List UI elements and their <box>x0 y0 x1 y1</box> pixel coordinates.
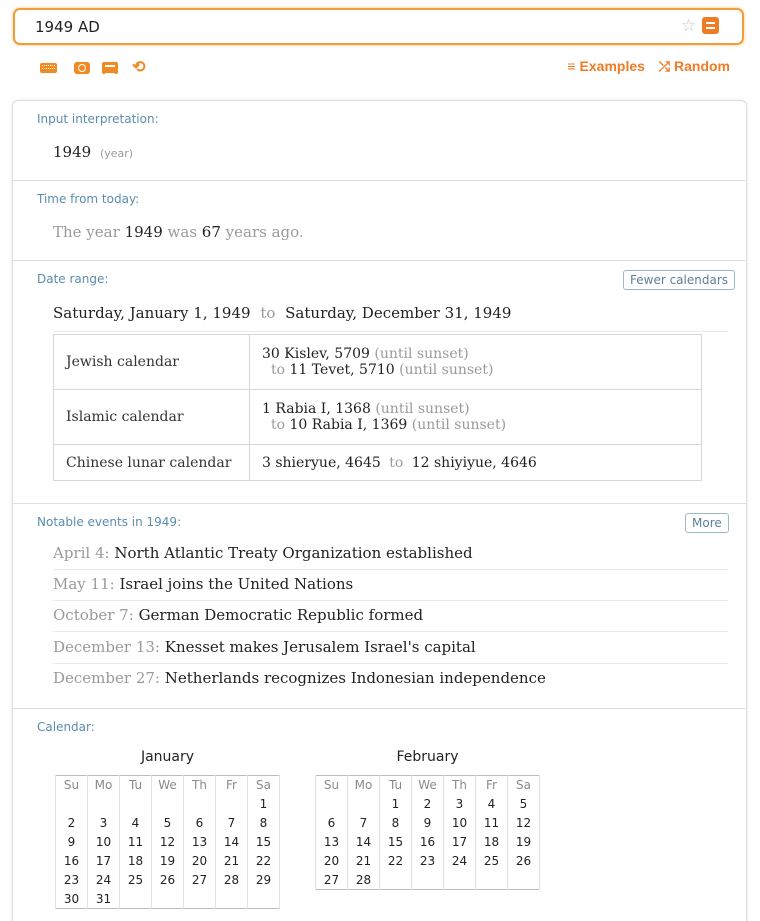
event-date: December 13: <box>53 638 160 656</box>
weekday-header <box>56 776 280 795</box>
event-text: Israel joins the United Nations <box>119 575 354 593</box>
day-cell: 3 <box>88 814 120 833</box>
day-cell <box>248 890 280 909</box>
day-cell: 6 <box>316 814 348 833</box>
day-cell <box>120 890 152 909</box>
weekday-label: Fr <box>216 776 248 795</box>
search-bar[interactable] <box>13 8 744 45</box>
day-cell: 25 <box>120 871 152 890</box>
toolbar <box>40 58 730 78</box>
weekday-label: Th <box>184 776 216 795</box>
day-cell <box>476 871 508 890</box>
examples-label: Examples <box>579 58 645 74</box>
event-text: German Democratic Republic formed <box>138 606 424 624</box>
day-cell: 22 <box>380 852 412 871</box>
date-range-line <box>53 304 728 332</box>
date-range-end: Saturday, December 31, 1949 <box>285 304 512 322</box>
weekday-label: We <box>412 776 444 795</box>
event-text: North Atlantic Treaty Organization established <box>114 544 473 562</box>
day-cell <box>216 890 248 909</box>
day-cell <box>316 795 348 814</box>
day-cell <box>184 890 216 909</box>
day-cell: 11 <box>120 833 152 852</box>
day-cell: 27 <box>184 871 216 890</box>
day-cell: 31 <box>88 890 120 909</box>
week-row <box>56 814 280 833</box>
more-button[interactable]: More <box>685 513 729 533</box>
week-row <box>316 871 540 890</box>
day-cell: 2 <box>412 795 444 814</box>
week-row <box>316 833 540 852</box>
week-row <box>316 795 540 814</box>
calendar-value <box>250 390 702 445</box>
week-row <box>316 852 540 871</box>
weekday-label: Th <box>444 776 476 795</box>
calendar-note: (until sunset) <box>411 417 507 433</box>
day-cell: 18 <box>120 852 152 871</box>
camera-icon[interactable] <box>74 60 91 74</box>
day-cell: 12 <box>508 814 540 833</box>
event-date: December 27: <box>53 669 160 687</box>
day-cell <box>184 795 216 814</box>
day-cell: 21 <box>348 852 380 871</box>
week-row <box>56 795 280 814</box>
toolbar-links <box>567 58 730 75</box>
day-cell: 19 <box>152 852 184 871</box>
day-cell: 14 <box>348 833 380 852</box>
random-icon[interactable]: ⟲ <box>132 59 146 76</box>
day-cell: 12 <box>152 833 184 852</box>
month-grid <box>55 775 280 909</box>
calendar-date-start: 30 Kislev, 5709 <box>262 346 370 362</box>
day-cell <box>380 871 412 890</box>
calendar-conversion-table <box>53 334 702 481</box>
weekday-label: Sa <box>248 776 280 795</box>
list-item <box>53 601 728 632</box>
day-cell: 28 <box>216 871 248 890</box>
time-year: 1949 <box>124 223 163 241</box>
table-row <box>54 335 702 390</box>
pod-title: Notable events in 1949: <box>37 515 182 529</box>
calendar-date-start: 3 shieryue, 4645 <box>262 454 381 471</box>
week-row <box>56 871 280 890</box>
day-cell: 17 <box>444 833 476 852</box>
day-cell: 1 <box>380 795 412 814</box>
weekday-label: Tu <box>120 776 152 795</box>
list-item <box>53 570 728 601</box>
pod-title: Time from today: <box>37 192 140 206</box>
time-post: years ago. <box>225 223 304 241</box>
day-cell: 19 <box>508 833 540 852</box>
day-cell: 24 <box>444 852 476 871</box>
calendar-date-end: 10 Rabia I, 1369 <box>289 417 408 433</box>
list-item <box>53 633 728 664</box>
weekday-label: We <box>152 776 184 795</box>
day-cell <box>120 795 152 814</box>
results-panel <box>12 100 747 921</box>
day-cell <box>56 795 88 814</box>
day-cell <box>152 890 184 909</box>
day-cell <box>88 795 120 814</box>
day-cell: 27 <box>316 871 348 890</box>
pod-notable-events <box>13 504 746 709</box>
week-row <box>56 890 280 909</box>
calendar-date-start: 1 Rabia I, 1368 <box>262 401 371 417</box>
week-row <box>56 833 280 852</box>
interpretation-qualifier: (year) <box>99 147 134 160</box>
star-icon[interactable]: ☆ <box>681 16 697 35</box>
calendar-to: to <box>271 417 286 433</box>
calendar-note: (until sunset) <box>374 346 469 362</box>
month-grid <box>315 775 540 890</box>
day-cell: 7 <box>216 814 248 833</box>
event-date: May 11: <box>53 575 115 593</box>
month-calendar <box>315 749 540 890</box>
pod-date-range <box>13 261 746 504</box>
month-calendar <box>55 749 280 909</box>
weekday-label: Mo <box>348 776 380 795</box>
table-row <box>54 445 702 481</box>
calendar-date-end: 11 Tevet, 5710 <box>289 362 395 378</box>
day-cell <box>508 871 540 890</box>
weekday-label: Sa <box>508 776 540 795</box>
event-date: April 4: <box>53 544 110 562</box>
day-cell: 13 <box>316 833 348 852</box>
table-icon[interactable] <box>102 60 119 74</box>
calendar-label: Islamic calendar <box>54 390 250 445</box>
list-item <box>53 664 728 695</box>
list-item <box>53 539 728 570</box>
date-range-to: to <box>260 304 276 322</box>
day-cell: 20 <box>184 852 216 871</box>
day-cell: 28 <box>348 871 380 890</box>
calendar-to: to <box>389 454 404 471</box>
day-cell: 11 <box>476 814 508 833</box>
day-cell: 14 <box>216 833 248 852</box>
day-cell: 29 <box>248 871 280 890</box>
day-cell: 26 <box>508 852 540 871</box>
fewer-calendars-button[interactable]: Fewer calendars <box>623 270 735 290</box>
day-cell: 4 <box>120 814 152 833</box>
pod-title: Calendar: <box>37 720 95 734</box>
pod-title: Input interpretation: <box>37 112 159 126</box>
calendar-note: (until sunset) <box>375 401 470 417</box>
day-cell: 20 <box>316 852 348 871</box>
calendar-label: Chinese lunar calendar <box>54 445 250 481</box>
day-cell: 9 <box>56 833 88 852</box>
pod-calendar <box>13 709 746 921</box>
day-cell <box>348 795 380 814</box>
calendar-value <box>250 335 702 390</box>
event-date: October 7: <box>53 606 134 624</box>
pod-time-from-today <box>13 181 746 261</box>
examples-link[interactable] <box>567 58 645 74</box>
time-years: 67 <box>201 223 221 241</box>
interpretation-line <box>53 143 133 161</box>
event-text: Knesset makes Jerusalem Israel's capital <box>164 638 476 656</box>
random-label: Random <box>674 58 730 74</box>
month-name: February <box>396 749 459 765</box>
day-cell: 16 <box>412 833 444 852</box>
day-cell: 5 <box>152 814 184 833</box>
day-cell: 18 <box>476 833 508 852</box>
calendar-note: (until sunset) <box>399 362 494 378</box>
day-cell: 22 <box>248 852 280 871</box>
day-cell: 15 <box>380 833 412 852</box>
calendar-to: to <box>271 362 286 378</box>
day-cell: 8 <box>248 814 280 833</box>
table-row <box>54 390 702 445</box>
day-cell: 10 <box>88 833 120 852</box>
week-row <box>316 814 540 833</box>
time-pre: The year <box>53 223 120 241</box>
day-cell: 25 <box>476 852 508 871</box>
pod-input-interpretation <box>13 101 746 181</box>
day-cell: 15 <box>248 833 280 852</box>
day-cell: 6 <box>184 814 216 833</box>
shuffle-icon: ⤮ <box>658 58 670 74</box>
day-cell: 23 <box>56 871 88 890</box>
interpretation-value: 1949 <box>53 143 92 161</box>
day-cell: 7 <box>348 814 380 833</box>
calendar-date-end: 12 shiyiyue, 4646 <box>411 454 537 471</box>
day-cell: 2 <box>56 814 88 833</box>
time-from-today-line <box>53 223 304 241</box>
weekday-label: Mo <box>88 776 120 795</box>
day-cell: 8 <box>380 814 412 833</box>
keyboard-icon[interactable] <box>40 60 57 74</box>
random-link[interactable] <box>659 58 730 75</box>
day-cell: 13 <box>184 833 216 852</box>
day-cell: 17 <box>88 852 120 871</box>
day-cell: 24 <box>88 871 120 890</box>
day-cell: 3 <box>444 795 476 814</box>
day-cell: 5 <box>508 795 540 814</box>
weekday-label: Fr <box>476 776 508 795</box>
day-cell: 10 <box>444 814 476 833</box>
day-cell: 9 <box>412 814 444 833</box>
event-text: Netherlands recognizes Indonesian independence <box>164 669 546 687</box>
day-cell: 4 <box>476 795 508 814</box>
search-input[interactable] <box>35 17 635 37</box>
weekday-header <box>316 776 540 795</box>
day-cell <box>412 871 444 890</box>
day-cell: 30 <box>56 890 88 909</box>
calendar-label: Jewish calendar <box>54 335 250 390</box>
weekday-label: Su <box>316 776 348 795</box>
day-cell: 23 <box>412 852 444 871</box>
month-name: January <box>140 749 195 765</box>
day-cell <box>444 871 476 890</box>
day-cell <box>216 795 248 814</box>
week-row <box>56 852 280 871</box>
calendar-value <box>250 445 702 481</box>
weekday-label: Tu <box>380 776 412 795</box>
equal-icon[interactable] <box>702 17 719 34</box>
day-cell: 21 <box>216 852 248 871</box>
time-mid: was <box>167 223 198 241</box>
weekday-label: Su <box>56 776 88 795</box>
pod-title: Date range: <box>37 272 109 286</box>
day-cell: 16 <box>56 852 88 871</box>
date-range-start: Saturday, January 1, 1949 <box>53 304 251 322</box>
day-cell: 26 <box>152 871 184 890</box>
day-cell: 1 <box>248 795 280 814</box>
day-cell <box>152 795 184 814</box>
list-icon: ≡ <box>567 58 576 74</box>
